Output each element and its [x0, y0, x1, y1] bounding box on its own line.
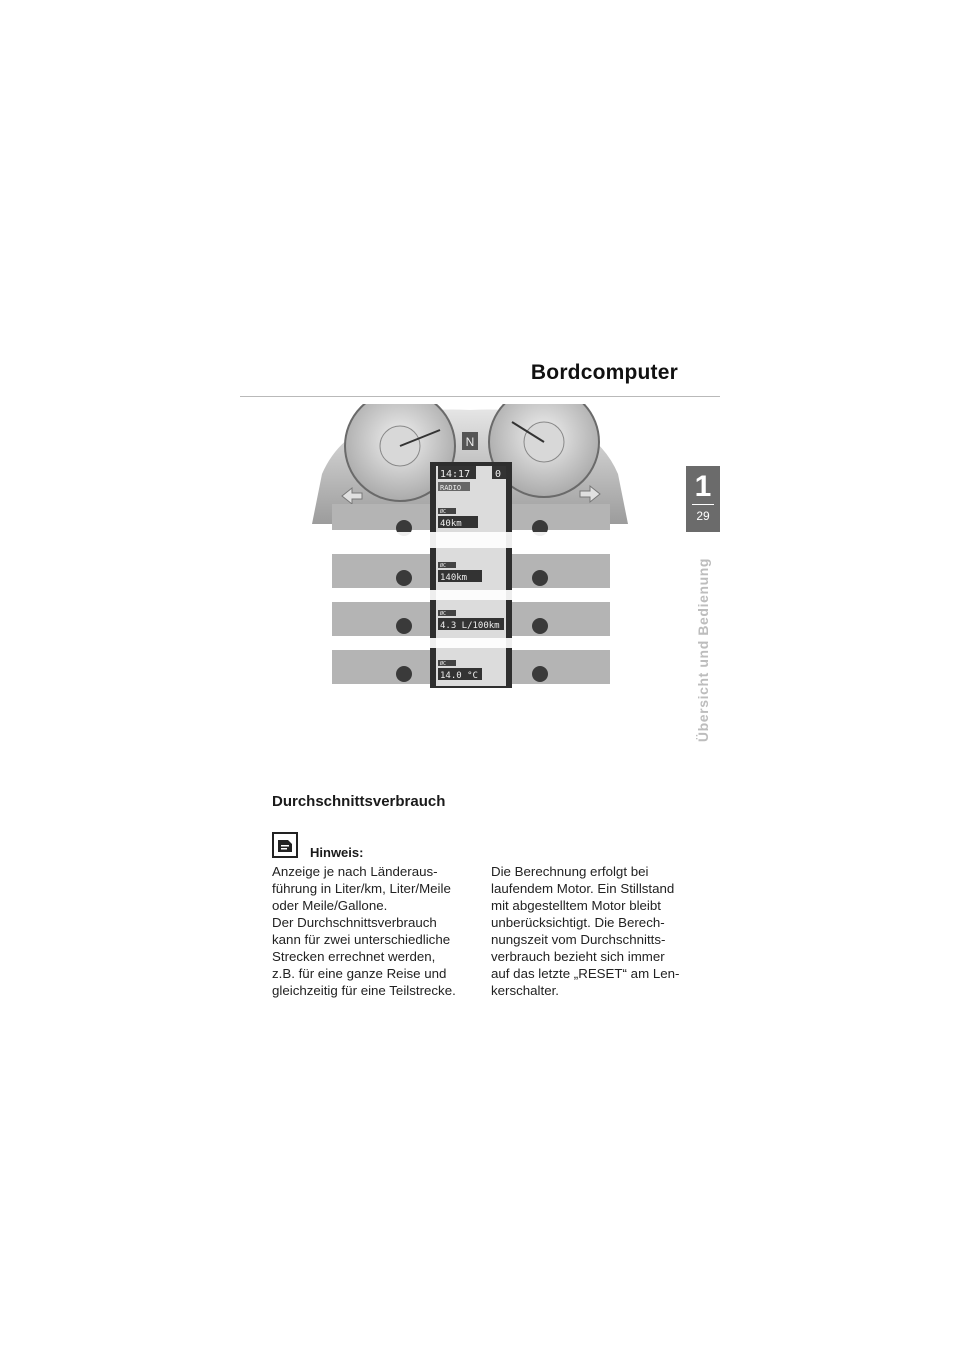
note-label: Hinweis:: [310, 845, 364, 860]
left-column-text: Anzeige je nach Länderaus- führung in Liter/km, Liter/Meile oder Meile/Gallone. Der Durchschnittsverbrauch kann für zwei unterschiedliche Strecken errechnet werden, z.B. für eine ganze Reise und gleichzeitig für eine Teilstrecke.: [272, 864, 456, 998]
page-title: Bordcomputer: [530, 361, 678, 384]
display-consumption: 4.3 L/100km: [440, 621, 500, 631]
display-label-4: ØC: [440, 661, 447, 667]
display-distance-1: 40km: [440, 519, 462, 529]
chapter-number: 1: [694, 470, 712, 503]
chapter-tab: [686, 466, 720, 532]
display-label-1: ØC: [440, 509, 447, 515]
display-label-2: ØC: [440, 563, 447, 569]
page-number: 29: [696, 509, 710, 523]
chapter-side-label: Übersicht und Bedienung: [695, 557, 711, 743]
display-distance-2: 140km: [440, 573, 468, 583]
svg-text:N: N: [465, 435, 475, 449]
text-column-left: [272, 863, 482, 999]
text-column-right: [491, 863, 701, 999]
display-temperature: 14.0 °C: [440, 671, 478, 681]
note-icon: [272, 832, 298, 858]
section-heading: Durchschnittsverbrauch: [272, 793, 446, 810]
display-gear-value: 0: [495, 469, 502, 480]
display-clock: 14:17: [440, 469, 471, 480]
instrument-cluster-figure: [312, 404, 628, 688]
chapter-tab-divider: [692, 504, 714, 505]
right-column-text: Die Berechnung erfolgt bei laufendem Motor. Ein Stillstand mit abgestelltem Motor bleibt unberücksichtigt. Die Berech- nungszeit vom Durchschnitts- verbrauch bezieht sich immer auf das letzte „RESET“ am Len- kerschalter.: [491, 864, 680, 998]
display-radio: RADIO: [440, 484, 462, 492]
display-label-3: ØC: [440, 611, 447, 617]
header-rule: [240, 396, 720, 397]
